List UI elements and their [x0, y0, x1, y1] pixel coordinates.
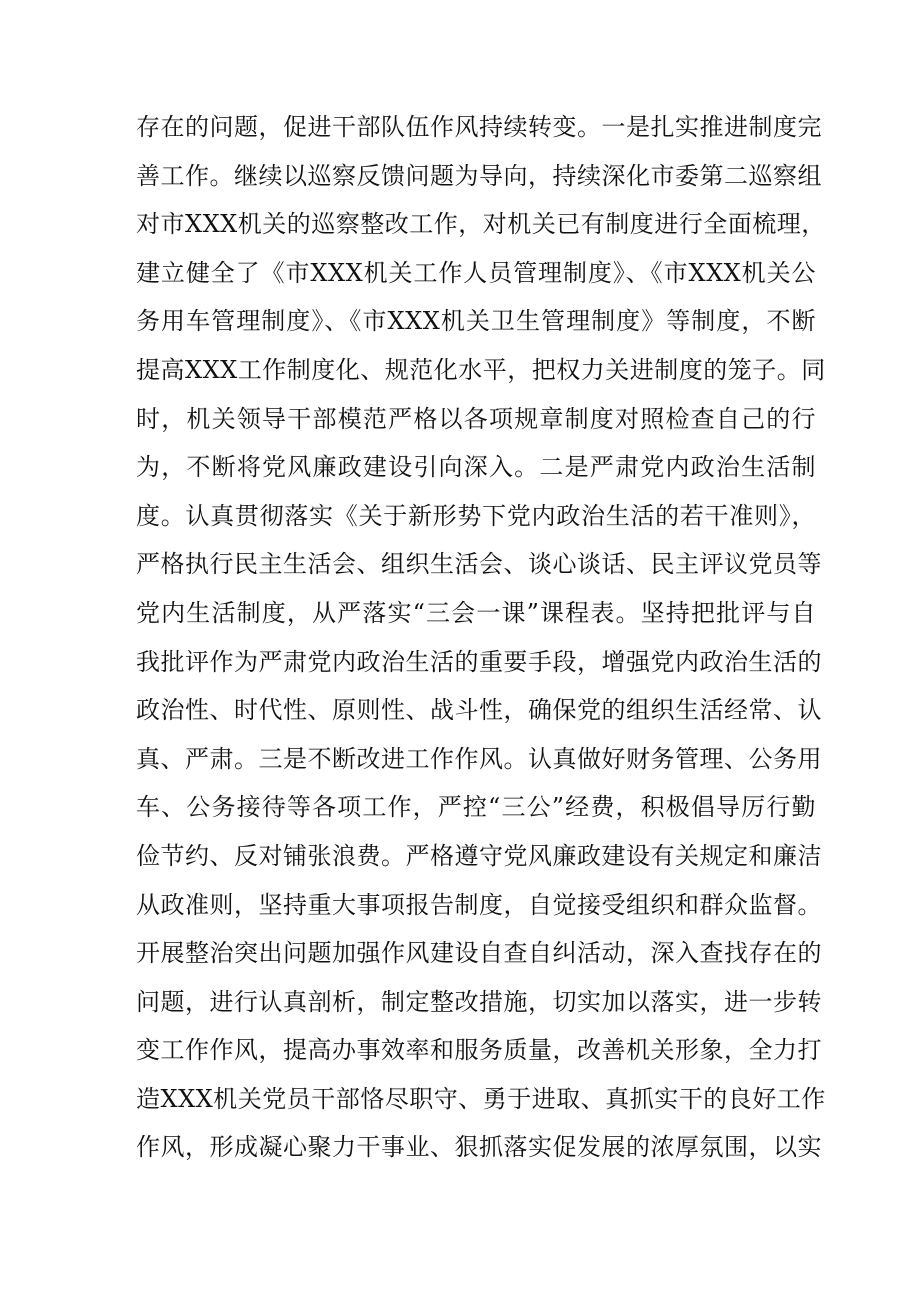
text-line: 作风，形成凝心聚力干事业、狠抓落实促发展的浓厚氛围，以实: [136, 1133, 822, 1162]
text-line: 提高XXX工作制度化、规范化水平，把权力关进制度的笼子。同: [136, 355, 826, 384]
text-line: 党内生活制度，从严落实“三会一课”课程表。坚持把批评与自: [136, 598, 816, 627]
text-line: 从政准则，坚持重大事项报告制度，自觉接受组织和群众监督。: [136, 890, 822, 919]
body-text: [136, 103, 826, 1172]
text-line: 造XXX机关党员干部恪尽职守、勇于进取、真抓实干的良好工作: [136, 1084, 826, 1113]
text-line: 建立健全了《市XXX机关工作人员管理制度》、《市XXX机关公: [136, 258, 816, 287]
text-line: 严格执行民主生活会、组织生活会、谈心谈话、民主评议党员等: [136, 550, 822, 579]
text-line: 度。认真贯彻落实《关于新形势下党内政治生活的若干准则》，: [136, 501, 816, 530]
text-line: 变工作作风，提高办事效率和服务质量，改善机关形象，全力打: [136, 1036, 822, 1065]
text-line: 善工作。继续以巡察反馈问题为导向，持续深化市委第二巡察组: [136, 161, 822, 190]
text-line: 政治性、时代性、原则性、战斗性，确保党的组织生活经常、认: [136, 696, 822, 725]
text-line: 我批评作为严肃党内政治生活的重要手段，增强党内政治生活的: [136, 647, 822, 676]
text-line: 车、公务接待等各项工作，严控“三公”经费，积极倡导厉行勤: [136, 793, 816, 822]
text-line: 问题，进行认真剖析，制定整改措施，切实加以落实，进一步转: [136, 987, 822, 1016]
text-line: 开展整治突出问题加强作风建设自查自纠活动，深入查找存在的: [136, 939, 822, 968]
text-line: 俭节约、反对铺张浪费。严格遵守党风廉政建设有关规定和廉洁: [136, 841, 822, 870]
text-line: 对市XXX机关的巡察整改工作，对机关已有制度进行全面梳理，: [136, 210, 826, 239]
text-line: 时，机关领导干部模范严格以各项规章制度对照检查自己的行: [136, 404, 816, 433]
text-line: 存在的问题，促进干部队伍作风持续转变。一是扎实推进制度完: [136, 113, 822, 141]
text-line: 为，不断将党风廉政建设引向深入。二是严肃党内政治生活制: [136, 453, 816, 482]
text-line: 务用车管理制度》、《市XXX机关卫生管理制度》等制度，不断: [136, 307, 816, 336]
text-line: 真、严肃。三是不断改进工作作风。认真做好财务管理、公务用: [136, 744, 822, 773]
